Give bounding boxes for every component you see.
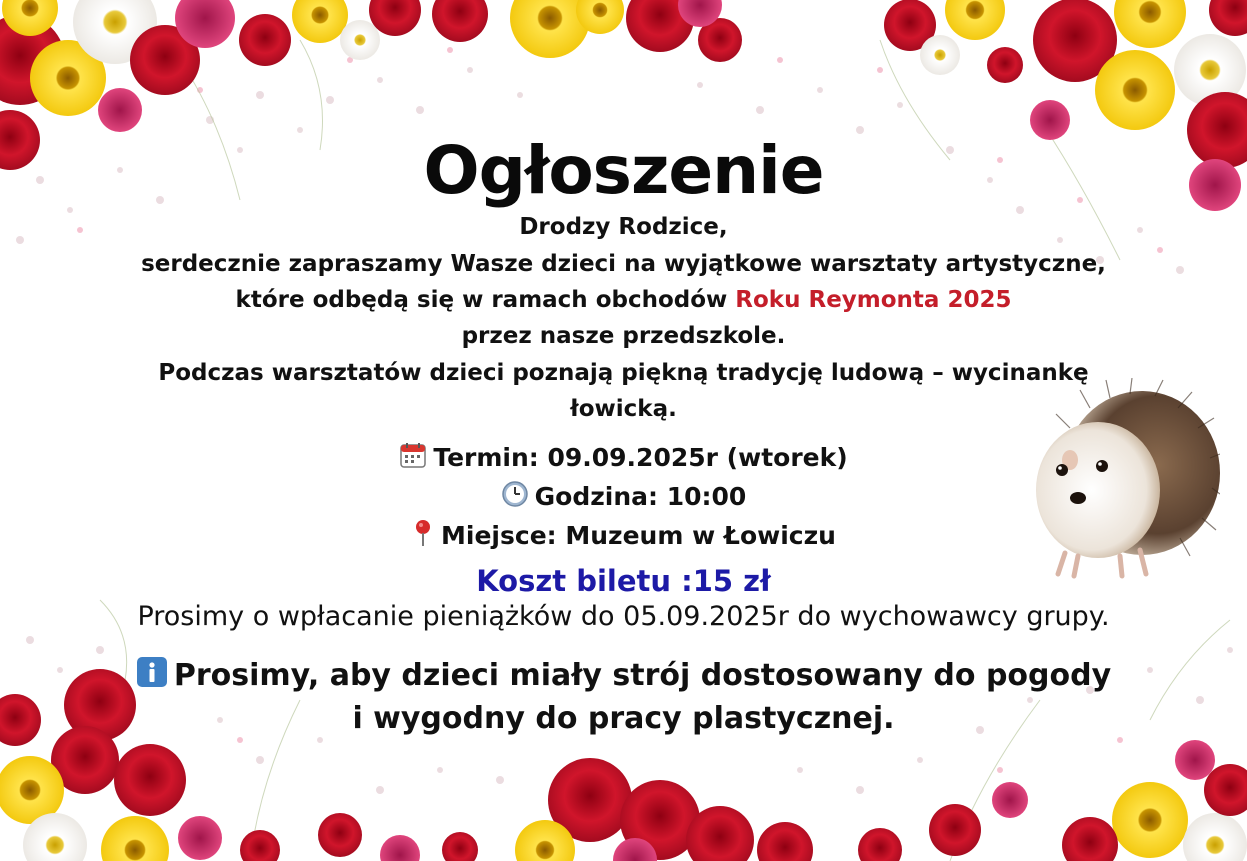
place-detail — [0, 519, 1247, 553]
date-detail — [0, 441, 1247, 475]
payment-note: Prosimy o wpłacanie pieniążków do 05.09.2025r do wychowawcy grupy. — [137, 601, 1110, 632]
workshop-line-1: Podczas warsztatów dzieci poznają piękną tradycję ludową – wycinankę — [158, 360, 1089, 386]
time-detail — [0, 480, 1247, 514]
calendar-icon — [399, 441, 427, 475]
date-text: Termin: 09.09.2025r (wtorek) — [433, 443, 848, 472]
event-line-prefix: które odbędą się w ramach obchodów — [235, 287, 736, 313]
event-highlight: Roku Reymonta 2025 — [735, 287, 1012, 313]
intro-line: serdecznie zapraszamy Wasze dzieci na wyjątkowe warsztaty artystyczne, — [141, 251, 1106, 277]
clothing-note-line-1 — [0, 656, 1247, 696]
page-title: Ogłoszenie — [423, 132, 824, 209]
clothing-note-line-2: i wygodny do pracy plastycznej. — [352, 701, 895, 736]
ticket-cost: Koszt biletu :15 zł — [476, 564, 771, 598]
info-icon — [136, 656, 168, 696]
greeting: Drodzy Rodzice, — [519, 214, 728, 240]
workshop-line-2: łowicką. — [570, 396, 677, 422]
event-line — [0, 287, 1247, 313]
pin-icon — [411, 519, 435, 553]
time-text: Godzina: 10:00 — [534, 482, 747, 511]
place-text: Miejsce: Muzeum w Łowiczu — [441, 521, 836, 550]
organizer-line: przez nasze przedszkole. — [461, 323, 786, 349]
clothing-note-1-text: Prosimy, aby dzieci miały strój dostosowany do pogody — [173, 658, 1112, 693]
clock-icon — [501, 480, 529, 514]
